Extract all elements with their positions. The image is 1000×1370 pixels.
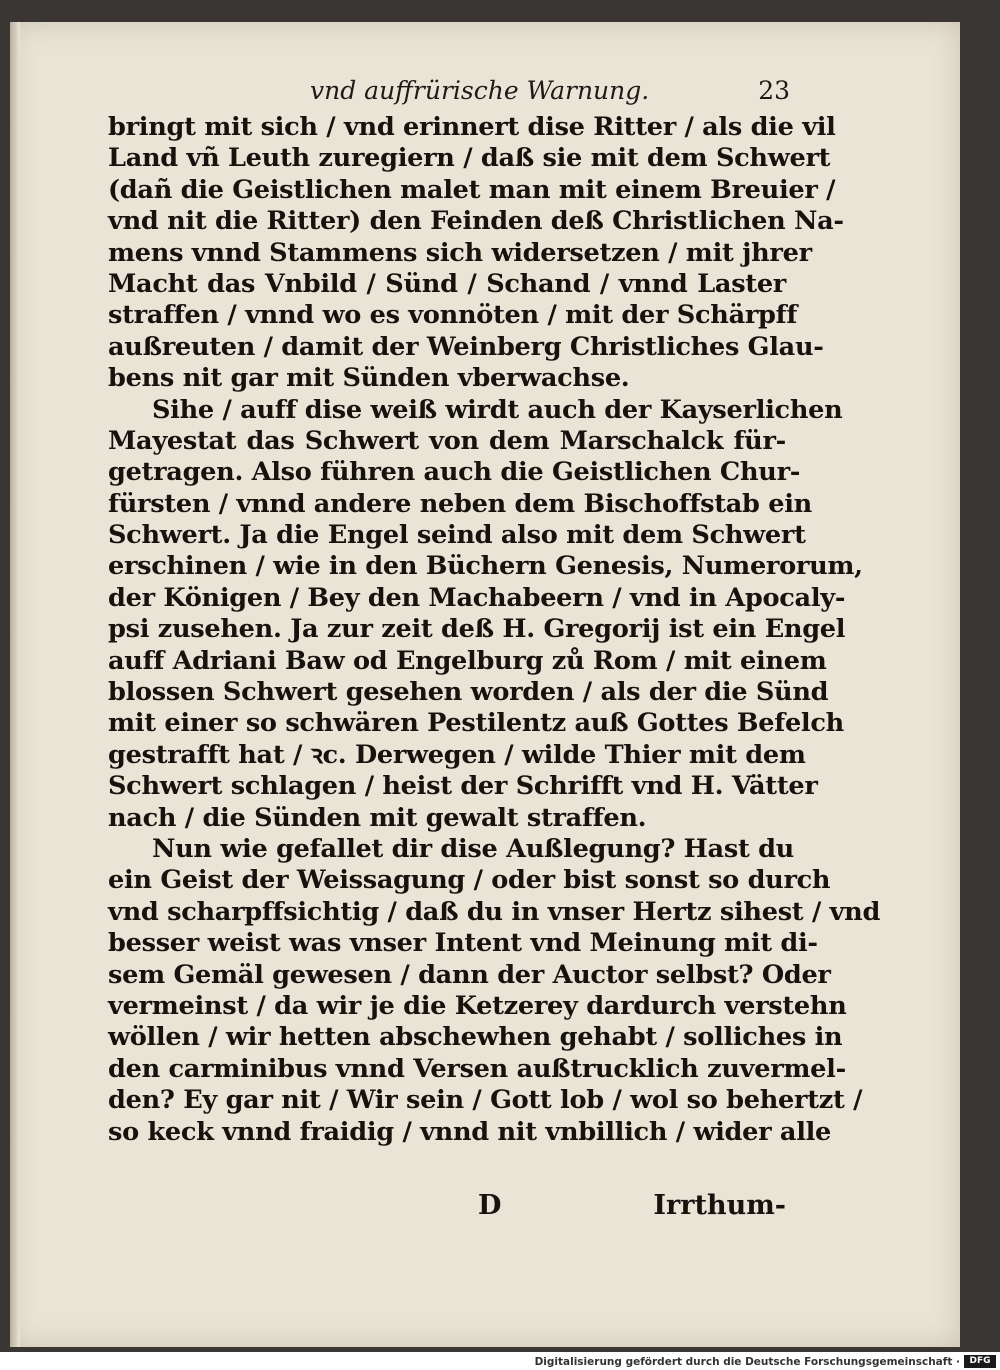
text-line: bringt mit sich / vnd erinnert dise Ritter / als die vil	[108, 112, 836, 142]
text-line: (dañ die Geistlichen malet man mit einem Breuier /	[108, 174, 836, 205]
text-line: der Königen / Bey den Machabeern / vnd in Apocaly-	[108, 582, 846, 613]
signature-mark: D	[478, 1190, 502, 1221]
text-line: gestrafft hat / ꝛc. Derwegen / wilde Thier mit dem	[108, 739, 806, 770]
text-line: erschinen / wie in den Büchern Genesis, Numerorum,	[108, 551, 863, 582]
text-line: vnd nit die Ritter) den Feinden deß Christlichen Na-	[108, 206, 844, 237]
page-gutter	[10, 22, 20, 1347]
page-header	[100, 72, 790, 116]
text-line: ein Geist der Weissagung / oder bist sonst so durch	[108, 865, 831, 896]
text-line: Mayestat das Schwert von dem Marschalck für-	[108, 425, 786, 456]
text-line: Schwert. Ja die Engel seind also mit dem Schwert	[108, 520, 806, 551]
text-line: straffen / vnnd wo es vonnöten / mit der Schärpff	[108, 300, 798, 331]
text-line: Land vñ Leuth zuregiern / daß sie mit dem Schwert	[108, 143, 831, 174]
text-line: auff Adriani Baw od Engelburg zů Rom / mit einem	[108, 645, 827, 676]
text-line: besser weist was vnser Intent vnd Meinung mit di-	[108, 928, 818, 959]
text-line: psi zusehen. Ja zur zeit deß H. Gregorij ist ein Engel	[108, 614, 846, 645]
page-number: 23	[758, 76, 790, 105]
text-line: getragen. Also führen auch die Geistlichen Chur-	[108, 457, 801, 488]
text-line: blossen Schwert gesehen worden / als der die Sünd	[108, 677, 829, 708]
text-line: so keck vnnd fraidig / vnnd nit vnbillich / wider alle	[108, 1116, 832, 1147]
paragraph-start: Nun wie gefallet dir dise Außlegung? Hast du	[152, 833, 794, 864]
text-line: mit einer so schwären Pestilentz auß Gottes Befelch	[108, 708, 844, 739]
text-line: den carminibus vnnd Versen außtrucklich zuvermel-	[108, 1053, 846, 1084]
text-line: Macht das Vnbild / Sünd / Schand / vnnd Laster	[108, 268, 786, 299]
text-line: Schwert schlagen / heist der Schrifft vnd H. Vätter	[108, 771, 818, 802]
text-line: außreuten / damit der Weinberg Christliches Glau-	[108, 331, 824, 362]
text-line: vermeinst / da wir je die Ketzerey dardurch verstehn	[108, 990, 847, 1021]
text-line: nach / die Sünden mit gewalt straffen.	[108, 802, 647, 833]
text-line: sem Gemäl gewesen / dann der Auctor selbst? Oder	[108, 959, 831, 990]
text-line: den? Ey gar nit / Wir sein / Gott lob / wol so behertzt /	[108, 1085, 863, 1116]
text-line: bens nit gar mit Sünden vberwachse.	[108, 363, 630, 394]
text-line: mens vnnd Stammens sich widersetzen / mit jhrer	[108, 237, 812, 268]
text-line: fürsten / vnnd andere neben dem Bischoffstab ein	[108, 488, 812, 519]
body-text	[108, 112, 881, 1148]
text-line: wöllen / wir hetten abschewhen gehabt / solliches in	[108, 1022, 843, 1053]
paragraph-start: Sihe / auff dise weiß wirdt auch der Kayserlichen	[152, 394, 843, 425]
digitization-credit: Digitalisierung gefördert durch die Deutsche Forschungsgemeinschaft ·	[534, 1356, 960, 1368]
running-head: vnd auffrürische Warnung.	[310, 76, 650, 105]
page-footer	[108, 1190, 786, 1226]
text-line: vnd scharpffsichtig / daß du in vnser Hertz sihest / vnd	[108, 896, 881, 927]
dfg-logo: DFG	[964, 1355, 996, 1368]
catchword: Irrthum-	[653, 1190, 786, 1221]
